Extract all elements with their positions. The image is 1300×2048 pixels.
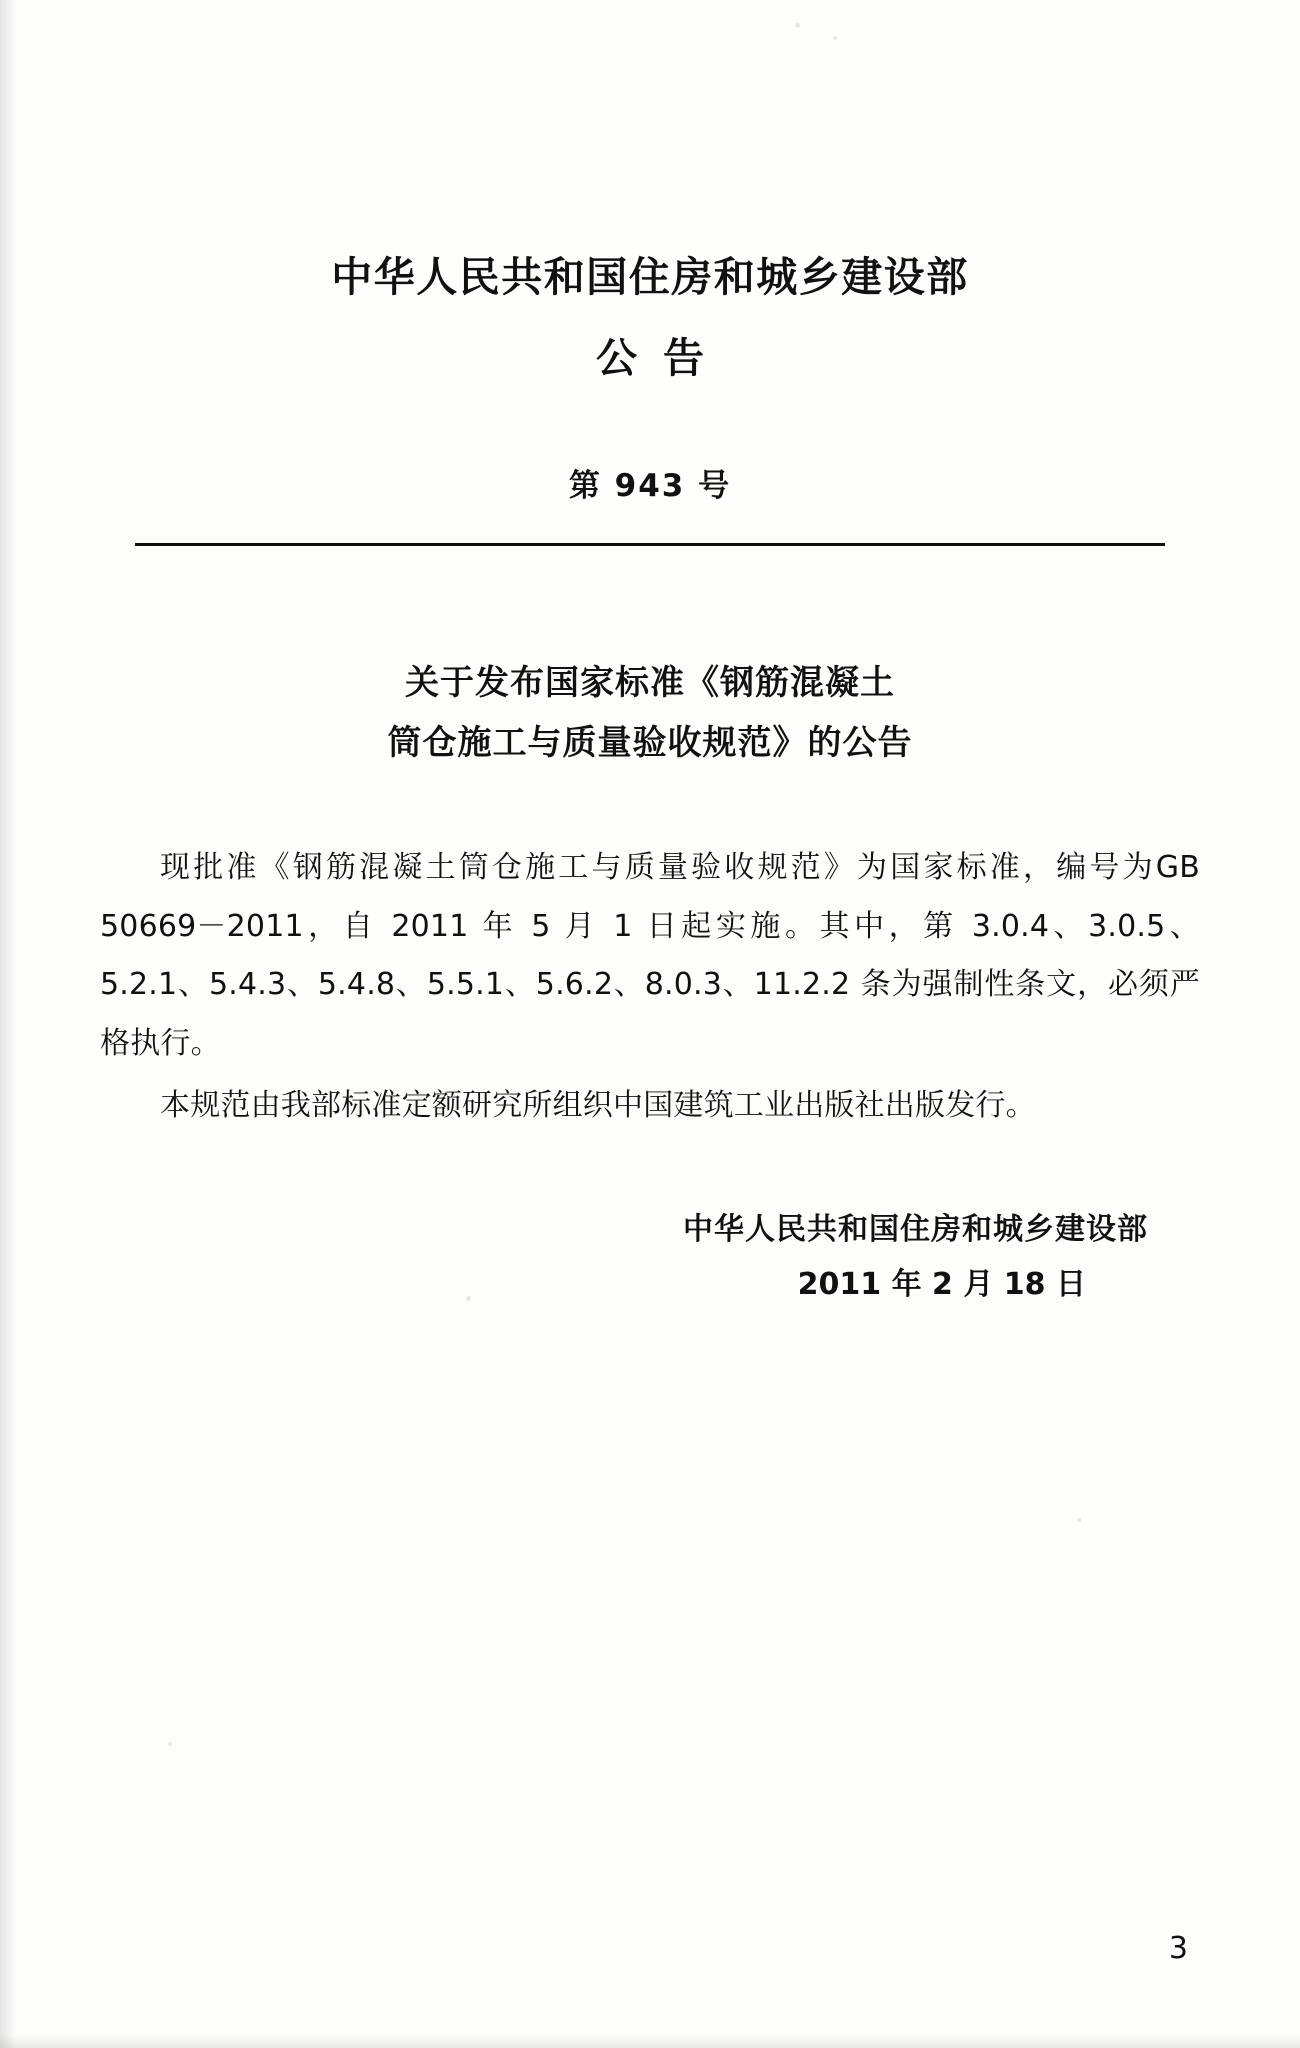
signature-block bbox=[100, 1202, 1200, 1313]
paragraph: 本规范由我部标准定额研究所组织中国建筑工业出版社出版发行。 bbox=[160, 1088, 1036, 1124]
document-kind-heading: 公告 bbox=[596, 334, 730, 383]
paragraph: 现批准《钢筋混凝土筒仓施工与质量验收规范》为国家标准，编号为GB 50669－2011，自 2011 年 5 月 1 日起实施。其中，第 3.0.4、3.0.5、5.2.1、5.4.3、5.4.8、5.5.1、5.6.2、8.0.3、11.2.2 条为强制性条文，必须严格执行。 bbox=[100, 850, 1200, 1061]
issuer-header: 中华人民共和国住房和城乡建设部 bbox=[331, 253, 969, 301]
scan-speck bbox=[168, 1742, 172, 1746]
title-line-1: 关于发布国家标准《钢筋混凝土 bbox=[405, 663, 895, 704]
signature-date: 2011 年 2 月 18 日 bbox=[797, 1267, 1086, 1303]
document-number: 第 943 号 bbox=[568, 468, 732, 505]
signature-organization: 中华人民共和国住房和城乡建设部 bbox=[683, 1211, 1148, 1247]
scan-speck bbox=[1077, 1518, 1081, 1522]
body-text bbox=[100, 839, 1200, 1136]
page-title bbox=[100, 654, 1200, 773]
horizontal-divider bbox=[135, 543, 1165, 546]
page-number: 3 bbox=[1168, 1931, 1188, 1966]
title-line-2: 筒仓施工与质量验收规范》的公告 bbox=[387, 722, 913, 763]
page-edge-shadow-bottom bbox=[0, 2034, 1300, 2048]
document-content bbox=[100, 0, 1200, 1313]
page-edge-shadow-left bbox=[0, 0, 16, 2048]
